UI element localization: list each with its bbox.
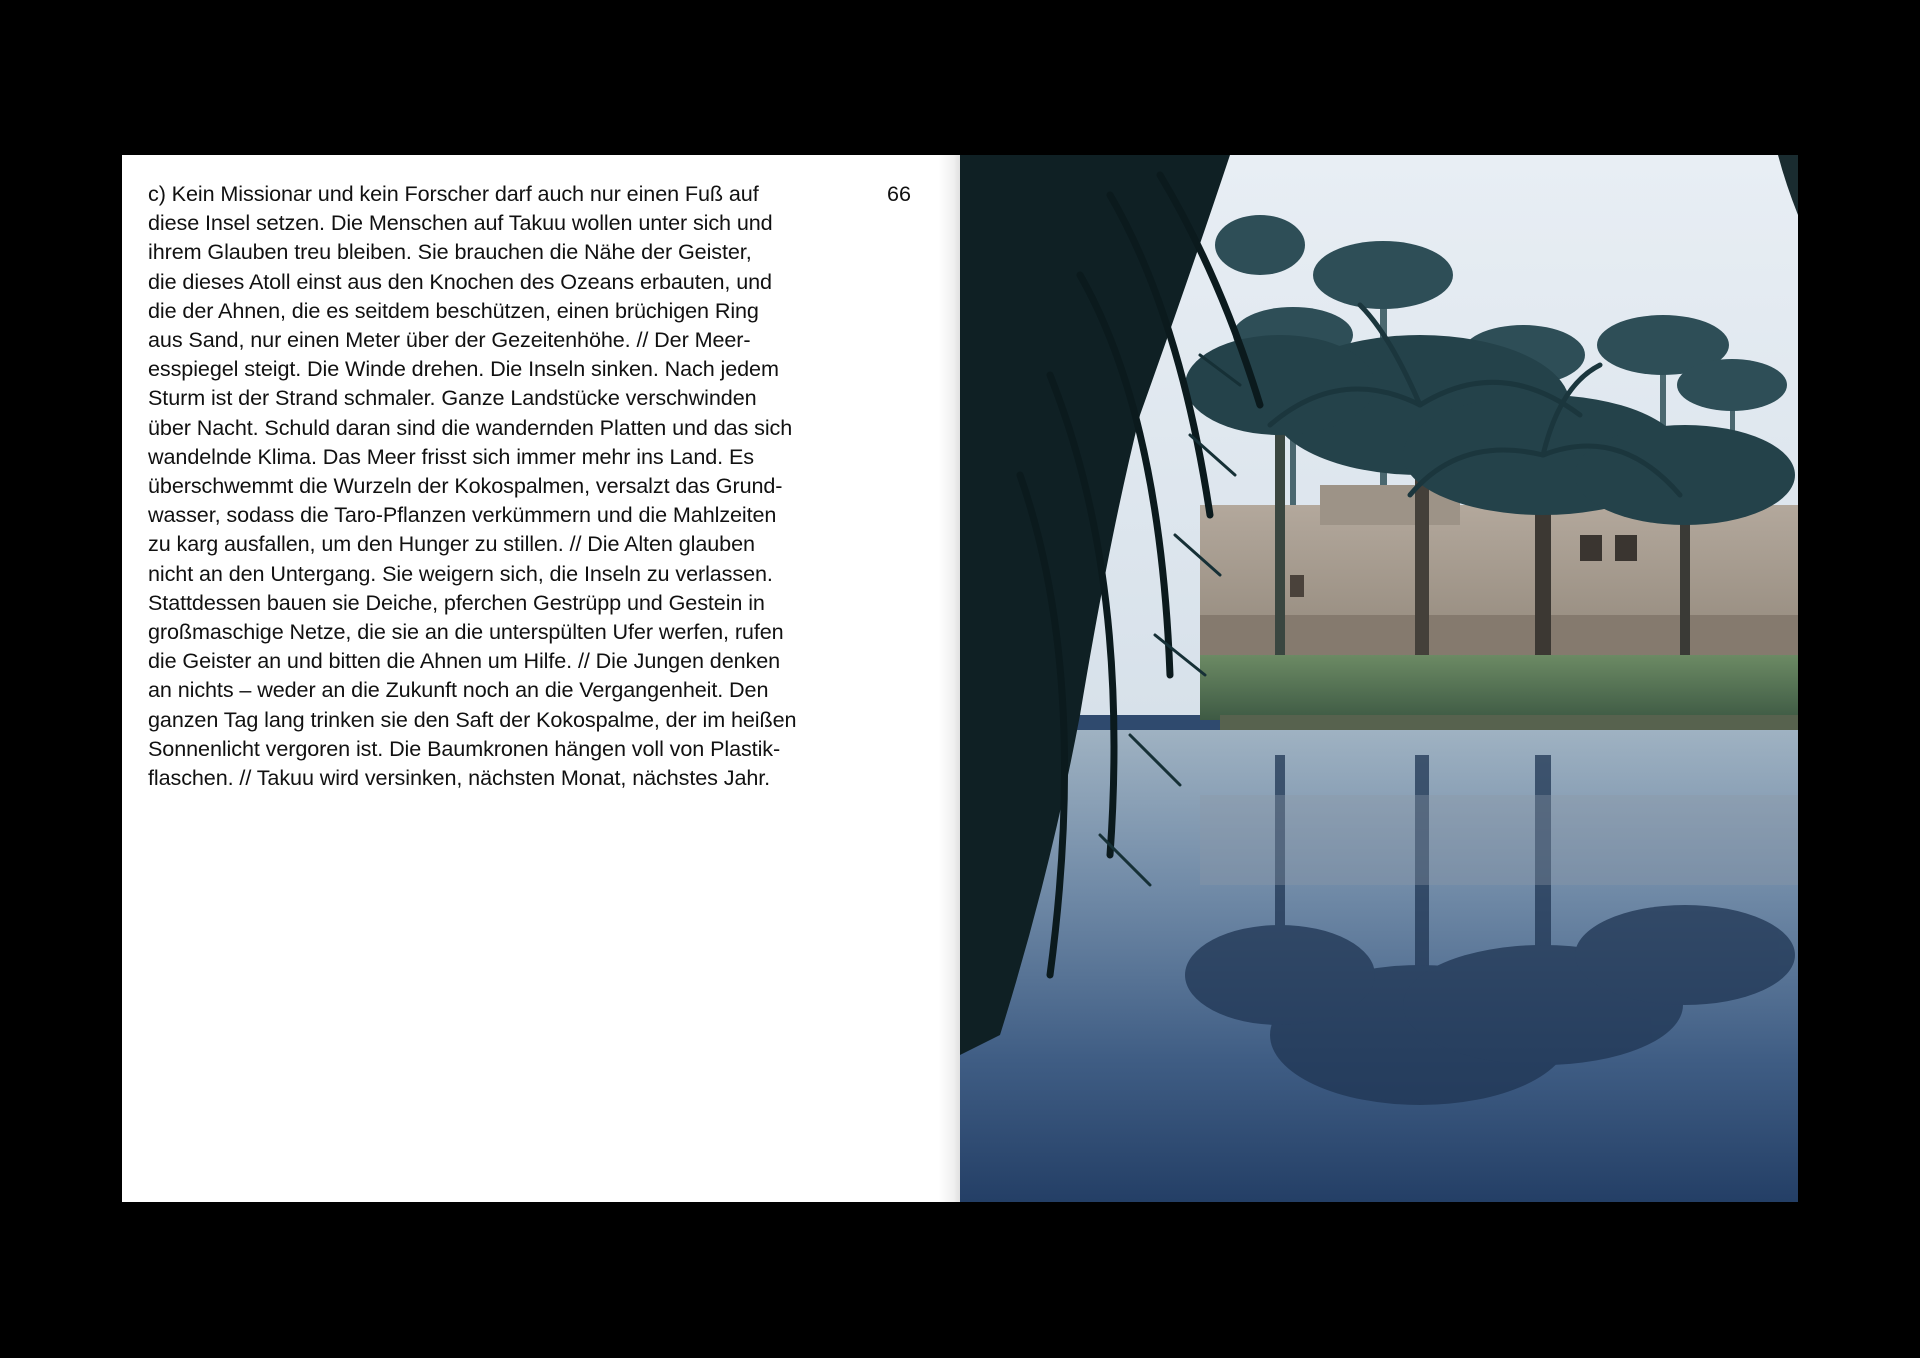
- page-number: 66: [887, 181, 912, 206]
- palm-trees-reflected-in-water-photo: [960, 155, 1798, 1202]
- gutter-shadow: [938, 155, 960, 1202]
- right-page: [960, 155, 1798, 1202]
- book-spread: [122, 155, 1798, 1202]
- body-paragraph: c) Kein Missionar und kein Forscher darf auch nur einen Fuß auf diese Insel setzen. Die Menschen auf Takuu wollen unter sich und ihrem Glauben treu bleiben. Sie brauchen die Nähe der Geister, die dieses Atoll einst aus den Knochen des Ozeans erbauten, und die der Ahnen, die es seitdem beschützen, einen brüchigen Ring aus Sand, nur einen Meter über der Gezeitenhöhe. // Der Meer- esspiegel steigt. Die Winde drehen. Die Inseln sinken. Nach jedem Sturm ist der Strand schmaler. Ganze Landstücke verschwinden über Nacht. Schuld daran sind die wandernden Platten und das sich wandelnde Klima. Das Meer frisst sich immer mehr ins Land. Es überschwemmt die Wurzeln der Kokospalmen, versalzt das Grund- wasser, sodass die Taro-Pflanzen verkümmern und die Mahlzeiten zu karg ausfallen, um den Hunger zu stillen. // Die Alten glauben nicht an den Untergang. Sie weigern sich, die Inseln zu verlassen. Stattdessen bauen sie Deiche, pferchen Gestrüpp und Gestein in großmaschige Netze, die sie an die unterspülten Ufer werfen, rufen die Geister an und bitten die Ahnen um Hilfe. // Die Jungen denken an nichts – weder an die Zukunft noch an die Vergangenheit. Den ganzen Tag lang trinken sie den Saft der Kokospalme, der im heißen Sonnenlicht vergoren ist. Die Baumkronen hängen voll von Plastik- flaschen. // Takuu wird versinken, nächsten Monat, nächstes Jahr.: [148, 181, 797, 791]
- left-page: [122, 155, 960, 1202]
